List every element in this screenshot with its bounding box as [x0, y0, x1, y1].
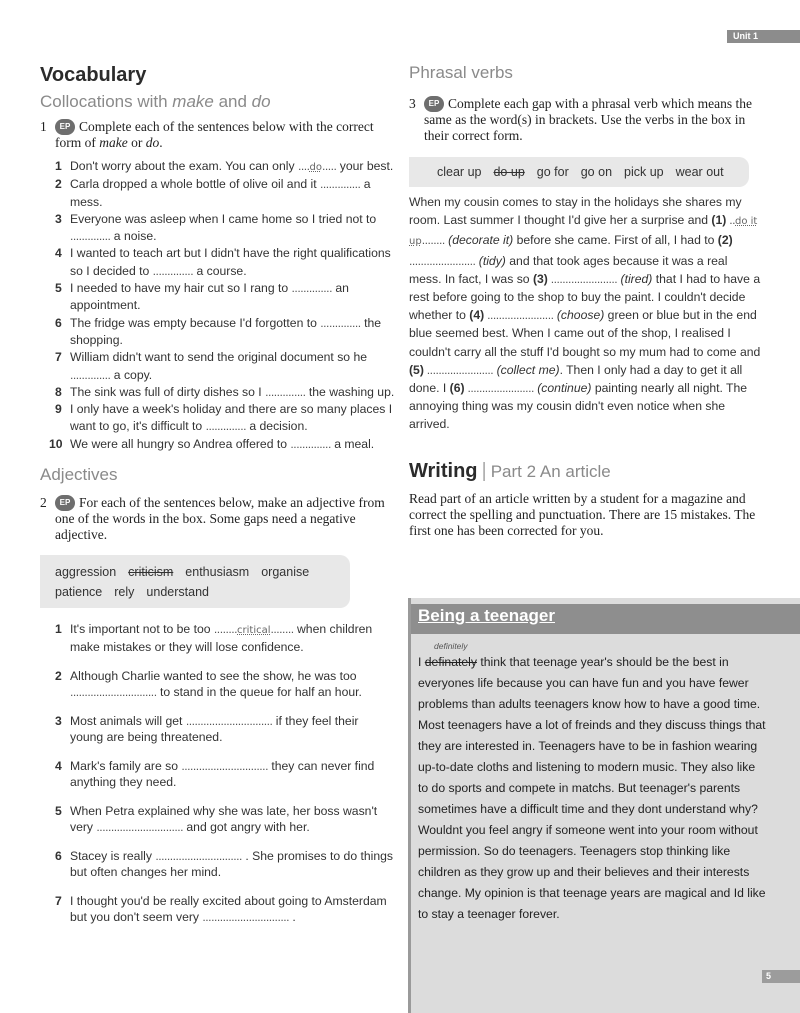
exercise-1-item: 8 The sink was full of dirty dishes so I .............. the washing up. [55, 384, 395, 399]
box-word: go on [580, 165, 613, 179]
ep-badge: EP [55, 495, 75, 511]
box-word: enthusiasm [185, 565, 250, 580]
article-box [408, 598, 800, 1013]
adjectives-word-box [40, 555, 350, 608]
exercise-2-instruction: 2 EP For each of the sentences below, make an adjective from one of the words in the box. Some gaps need a negative adjective. [40, 495, 385, 543]
box-word: organise [261, 565, 310, 580]
phrasal-verbs-heading: Phrasal verbs [409, 63, 513, 82]
exercise-1-list [40, 158, 395, 453]
exercise-1-instruction: 1 EP Complete each of the sentences below with the correct form of make or do. [40, 119, 374, 150]
box-word: criticism [128, 565, 174, 580]
exercise-2-item: 7 I thought you'd be really excited about going to Amsterdam but you don't seem very .............................. . [55, 894, 387, 925]
struck-word: definately [424, 655, 477, 669]
exercise-2-item: 2 Although Charlie wanted to see the show, he was too .............................. to stand in the queue for half an hour. [55, 669, 362, 700]
correction-note: definitely [434, 641, 468, 651]
exercise-2-list [40, 621, 395, 925]
box-word: go for [536, 165, 569, 179]
exercise-1-item: 5 I needed to have my hair cut so I rang to .............. an appointment. [55, 281, 349, 313]
exercise-2-item: 5 When Petra explained why she was late, her boss wasn't very .............................. and got angry with her. [55, 804, 378, 835]
phrasal-verbs-text: When my cousin comes to stay in the holidays she shares my room. Last summer I thought I'd give her a surprise and (1) ..do it up........ (decorate it) before she came. First of all, I had to (2) ....................... (tidy) and that took ages because it was a real mess. In fact, I was so (3) ....................... (tired) that I had to have a rest before going to the shop to buy the paint. I couldn't decide whether to (4) ....................... (choose) green or blue but in the end blue seemed best. When I came out of the shop, I realised I couldn't carry all the stuff I'd bought so my mum had to come and (5) ....................... (collect me). Then I only had a day to get it all done. I (6) ....................... (continue) painting nearly all night. The annoying thing was my cousin didn't even notice when she arrived. [409, 195, 761, 432]
ep-badge: EP [55, 119, 75, 135]
exercise-2-item: 6 Stacey is really .............................. . She promises to do things but often changes her mind. [55, 849, 394, 880]
exercise-1-item: 2 Carla dropped a whole bottle of olive oil and it .............. a mess. [55, 177, 371, 209]
left-column [40, 62, 395, 938]
vocabulary-heading: Vocabulary [40, 64, 147, 86]
right-column [409, 62, 761, 539]
box-word: pick up [624, 165, 664, 179]
exercise-1-item: 10 We were all hungry so Andrea offered to .............. a meal. [49, 436, 375, 451]
exercise-1-item: 3 Everyone was asleep when I came home so I tried not to .............. a noise. [55, 211, 377, 244]
exercise-2-item: 3 Most animals will get .............................. if they feel their young are being threatened. [55, 714, 359, 745]
exercise-1-item: 1 Don't worry about the exam. You can only ....do..... your best. [55, 159, 394, 173]
collocations-heading: Collocations with make and do [40, 92, 271, 111]
exercise-3-instruction: 3 EP Complete each gap with a phrasal verb which means the same as the word(s) in brackets. Use the verbs in the box in their correct form. [409, 96, 753, 143]
exercise-2-item: 4 Mark's family are so .............................. they can never find anything they need. [55, 759, 375, 790]
ep-badge: EP [424, 96, 444, 112]
writing-heading: Writing | Part 2 An article [409, 459, 611, 482]
unit-label: Unit 1 [727, 30, 800, 43]
box-word: aggression [55, 565, 117, 580]
box-word: clear up [437, 165, 482, 179]
box-word: patience [55, 585, 103, 600]
box-word: rely [114, 585, 135, 600]
exercise-1-item: 9 I only have a week's holiday and there are so many places I want to go, it's difficult to .............. a decision. [55, 402, 393, 434]
phrasal-verbs-word-box [409, 157, 749, 187]
article-title: Being a teenager [418, 606, 555, 625]
box-word: do up [493, 165, 525, 179]
writing-instruction: Read part of an article written by a student for a magazine and correct the spelling and punctuation. There are 15 mistakes. The first one has been corrected for you. [409, 490, 756, 538]
exercise-1-item: 4 I wanted to teach art but I didn't have the right qualifications so I decided to .............. a course. [55, 246, 391, 278]
box-word: understand [146, 585, 209, 600]
box-word: wear out [675, 165, 724, 179]
exercise-2-item: 1 It's important not to be too ........critical........ when children make mistakes or they will lose confidence. [55, 622, 373, 655]
page-number: 5 [762, 970, 800, 983]
exercise-1-item: 7 William didn't want to send the original document so he .............. a copy. [55, 350, 368, 382]
article-body: definitely I definately think that teenage year's should be the best in everyones life because you can have fun and you have fewer problems than adults teenagers know how to have a good time. Most teenagers have a lot of freinds and they discuss things that they are interested in. Teenagers have to be in fashion wearing up-to-date cloths and listening to modern music. They also like to do sports and compete in matchs. But teenager's parents sometimes have a difficult time and they dont understand why? Wouldnt you feel angry if someone went into your room without permission. So do teenagers. Teenagers stop thinking like children as they grow up and their believes and their interests change. My opinion is that teenage years are magical and Id like to stay a teenager forever. [418, 641, 766, 921]
exercise-1-item: 6 The fridge was empty because I'd forgotten to .............. the shopping. [55, 315, 382, 347]
adjectives-heading: Adjectives [40, 465, 118, 485]
